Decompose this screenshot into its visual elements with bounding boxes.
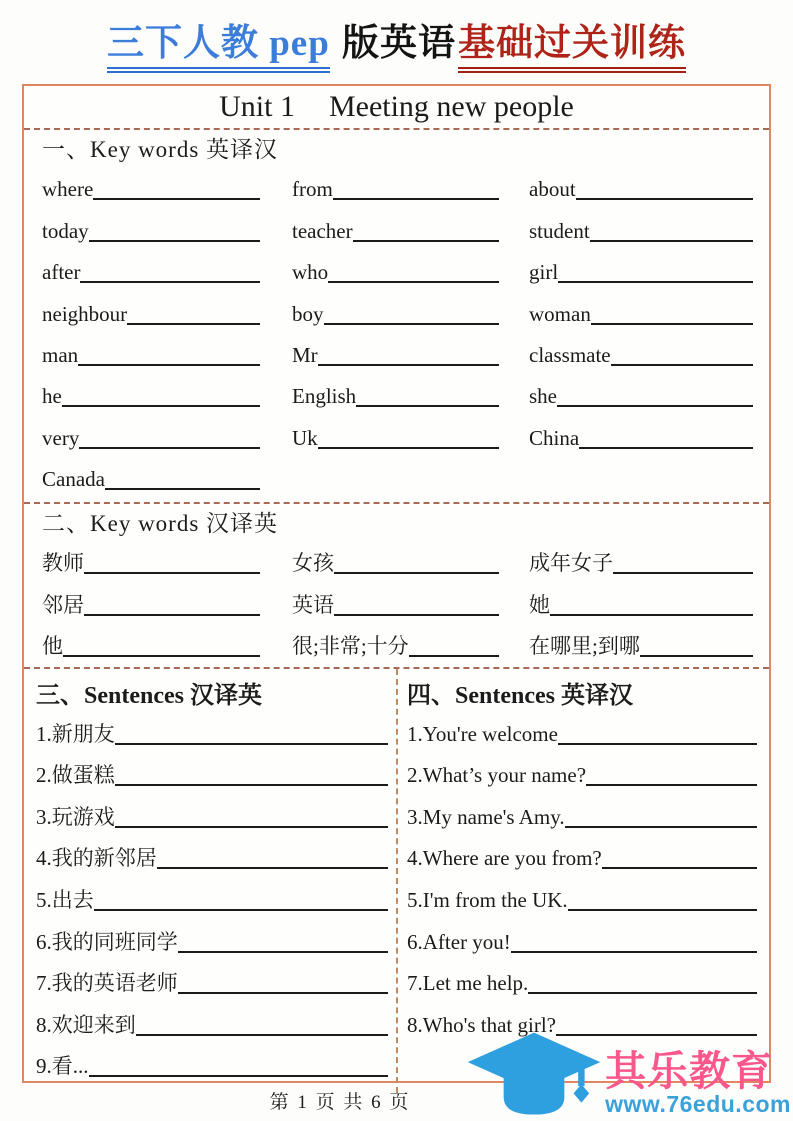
answer-blank-line (105, 488, 260, 490)
unit-number: Unit 1 (219, 90, 295, 123)
fill-blank-entry (407, 793, 757, 835)
sentence-label: 3.My name's Amy. (407, 804, 565, 829)
word-label: teacher (292, 218, 353, 243)
fill-blank-entry (42, 207, 292, 248)
answer-blank-line (557, 405, 753, 407)
section-one-heading: 一、Key words 英译汉 (42, 137, 279, 162)
brand-logo (459, 1029, 791, 1121)
answer-blank-line (568, 909, 757, 911)
word-label: boy (292, 301, 324, 326)
fill-blank-entry (292, 373, 529, 414)
fill-blank-entry (407, 835, 757, 877)
fill-blank-entry (529, 166, 755, 207)
answer-blank-line (558, 743, 757, 745)
answer-blank-line (613, 572, 753, 574)
keywords-grid-cn (42, 540, 755, 664)
answer-blank-line (590, 240, 753, 242)
word-label: China (529, 425, 580, 450)
sentence-label: 1.You're welcome (407, 721, 558, 746)
sentence-list-cn (36, 710, 388, 1084)
answer-blank-line (333, 198, 499, 200)
word-label: girl (529, 260, 559, 285)
section-four-heading: 四、Sentences 英译汉 (407, 683, 633, 709)
answer-blank-line (528, 992, 757, 994)
word-label: where (42, 177, 94, 202)
answer-blank-line (62, 405, 260, 407)
fill-blank-entry (292, 332, 529, 373)
brand-url: www.76edu.com (605, 1090, 791, 1117)
answer-blank-line (611, 364, 753, 366)
sentence-label: 7.我的英语老师 (36, 971, 178, 996)
fill-blank-entry (407, 876, 757, 918)
answer-blank-line (318, 447, 499, 449)
answer-blank-line (579, 447, 753, 449)
fill-blank-entry (407, 752, 757, 794)
fill-blank-entry (407, 710, 757, 752)
fill-blank-entry (36, 710, 388, 752)
sentence-label: 2.做蛋糕 (36, 763, 115, 788)
word-label: Canada (42, 467, 105, 492)
answer-blank-line (558, 281, 753, 283)
sentence-label: 7.Let me help. (407, 971, 529, 996)
fill-blank-entry (529, 373, 755, 414)
fill-blank-entry (42, 290, 292, 331)
sentence-label: 5.出去 (36, 887, 94, 912)
answer-blank-line (178, 992, 388, 994)
fill-blank-entry (292, 414, 529, 455)
fill-blank-entry (42, 373, 292, 414)
word-label: 他 (42, 634, 63, 659)
title-black-segment: 版英语 (331, 23, 457, 64)
word-label: classmate (529, 342, 611, 367)
answer-blank-line (640, 655, 753, 657)
fill-blank-entry (529, 290, 755, 331)
fill-blank-entry (529, 414, 755, 455)
answer-blank-line (586, 784, 757, 786)
brand-text (605, 1047, 791, 1121)
section-three-heading: 三、Sentences 汉译英 (36, 683, 262, 709)
word-label: about (529, 177, 576, 202)
sentence-list-en (407, 710, 757, 1043)
fill-blank-entry (529, 540, 755, 581)
answer-blank-line (565, 826, 757, 828)
fill-blank-entry (42, 540, 292, 581)
answer-blank-line (89, 1075, 389, 1077)
answer-blank-line (89, 240, 260, 242)
section-keywords-en-to-cn (24, 135, 769, 504)
word-label: 英语 (292, 592, 334, 617)
fill-blank-entry (292, 290, 529, 331)
sentence-label: 2.What’s your name? (407, 763, 587, 788)
fill-blank-entry (42, 249, 292, 290)
fill-blank-entry (42, 166, 292, 207)
answer-blank-line (115, 784, 388, 786)
sentence-label: 8.欢迎来到 (36, 1012, 136, 1037)
answer-blank-line (550, 614, 753, 616)
answer-blank-line (334, 572, 499, 574)
fill-blank-entry (42, 414, 292, 455)
answer-blank-line (334, 614, 499, 616)
fill-blank-entry (42, 623, 292, 664)
unit-name: Meeting new people (328, 90, 574, 123)
word-label: 邻居 (42, 592, 84, 617)
word-label: 很;非常;十分 (292, 634, 409, 659)
sentence-label: 4.Where are you from? (407, 846, 602, 871)
worksheet-box (22, 84, 771, 1083)
unit-title (24, 86, 769, 130)
answer-blank-line (80, 281, 260, 283)
word-label: neighbour (42, 301, 128, 326)
answer-blank-line (318, 364, 499, 366)
answer-blank-line (93, 198, 260, 200)
answer-blank-line (576, 198, 753, 200)
fill-blank-entry (36, 918, 388, 960)
word-label: he (42, 384, 62, 409)
answer-blank-line (79, 447, 260, 449)
page-title (0, 12, 793, 66)
fill-blank-entry (36, 960, 388, 1002)
fill-blank-entry (36, 835, 388, 877)
word-label: Mr (292, 342, 318, 367)
word-label: student (529, 218, 590, 243)
word-label: man (42, 342, 79, 367)
fill-blank-entry (529, 249, 755, 290)
fill-blank-entry (529, 581, 755, 622)
answer-blank-line (84, 614, 260, 616)
fill-blank-entry (36, 752, 388, 794)
fill-blank-entry (407, 960, 757, 1002)
word-label: English (292, 384, 357, 409)
word-label: who (292, 260, 329, 285)
sentence-label: 8.Who's that girl? (407, 1012, 556, 1037)
sentence-label: 9.看... (36, 1054, 89, 1079)
sentence-label: 1.新朋友 (36, 721, 115, 746)
fill-blank-entry (42, 581, 292, 622)
fill-blank-entry (292, 623, 529, 664)
fill-blank-entry (292, 207, 529, 248)
sentence-label: 3.玩游戏 (36, 804, 115, 829)
sentence-label: 5.I'm from the UK. (407, 887, 568, 912)
word-label: from (292, 177, 333, 202)
word-label: she (529, 384, 557, 409)
answer-blank-line (328, 281, 499, 283)
fill-blank-entry (292, 540, 529, 581)
fill-blank-entry (36, 793, 388, 835)
word-label: very (42, 425, 80, 450)
fill-blank-entry (292, 166, 529, 207)
answer-blank-line (602, 867, 757, 869)
answer-blank-line (78, 364, 260, 366)
fill-blank-entry (292, 249, 529, 290)
fill-blank-entry (529, 207, 755, 248)
word-label: woman (529, 301, 591, 326)
answer-blank-line (115, 826, 388, 828)
fill-blank-entry (407, 918, 757, 960)
keywords-grid (42, 166, 755, 497)
word-label: 女孩 (292, 551, 334, 576)
answer-blank-line (409, 655, 499, 657)
word-label: after (42, 260, 81, 285)
answer-blank-line (353, 240, 499, 242)
section-two-heading: 二、Key words 汉译英 (42, 511, 279, 536)
fill-blank-entry (529, 623, 755, 664)
title-red-segment: 基础过关训练 (458, 23, 686, 73)
section-keywords-cn-to-en (24, 509, 769, 669)
word-label: today (42, 218, 89, 243)
word-label: 成年女子 (529, 551, 613, 576)
word-label: Uk (292, 425, 318, 450)
page-number: 第 1 页 共 6 页 (269, 1092, 411, 1113)
answer-blank-line (115, 743, 388, 745)
sentence-label: 6.我的同班同学 (36, 929, 178, 954)
fill-blank-entry (292, 581, 529, 622)
answer-blank-line (511, 951, 757, 953)
fill-blank-entry (529, 332, 755, 373)
fill-blank-entry (42, 456, 292, 497)
brand-name: 其乐教育 (605, 1047, 774, 1094)
fill-blank-entry (36, 1043, 388, 1085)
answer-blank-line (324, 323, 500, 325)
answer-blank-line (356, 405, 499, 407)
fill-blank-entry (36, 1001, 388, 1043)
sentence-label: 6.After you! (407, 929, 511, 954)
section-sentences-cn-to-en (24, 669, 398, 1093)
word-label: 她 (529, 592, 550, 617)
fill-blank-entry (36, 876, 388, 918)
title-blue-segment: 三下人教 pep (107, 23, 330, 73)
graduation-cap-icon (459, 1029, 609, 1121)
answer-blank-line (157, 867, 388, 869)
answer-blank-line (84, 572, 260, 574)
answer-blank-line (127, 323, 260, 325)
sentence-label: 4.我的新邻居 (36, 846, 157, 871)
answer-blank-line (94, 909, 388, 911)
answer-blank-line (591, 323, 753, 325)
answer-blank-line (63, 655, 260, 657)
answer-blank-line (136, 1034, 388, 1036)
word-label: 教师 (42, 551, 84, 576)
answer-blank-line (178, 951, 388, 953)
fill-blank-entry (42, 332, 292, 373)
word-label: 在哪里;到哪 (529, 634, 640, 659)
